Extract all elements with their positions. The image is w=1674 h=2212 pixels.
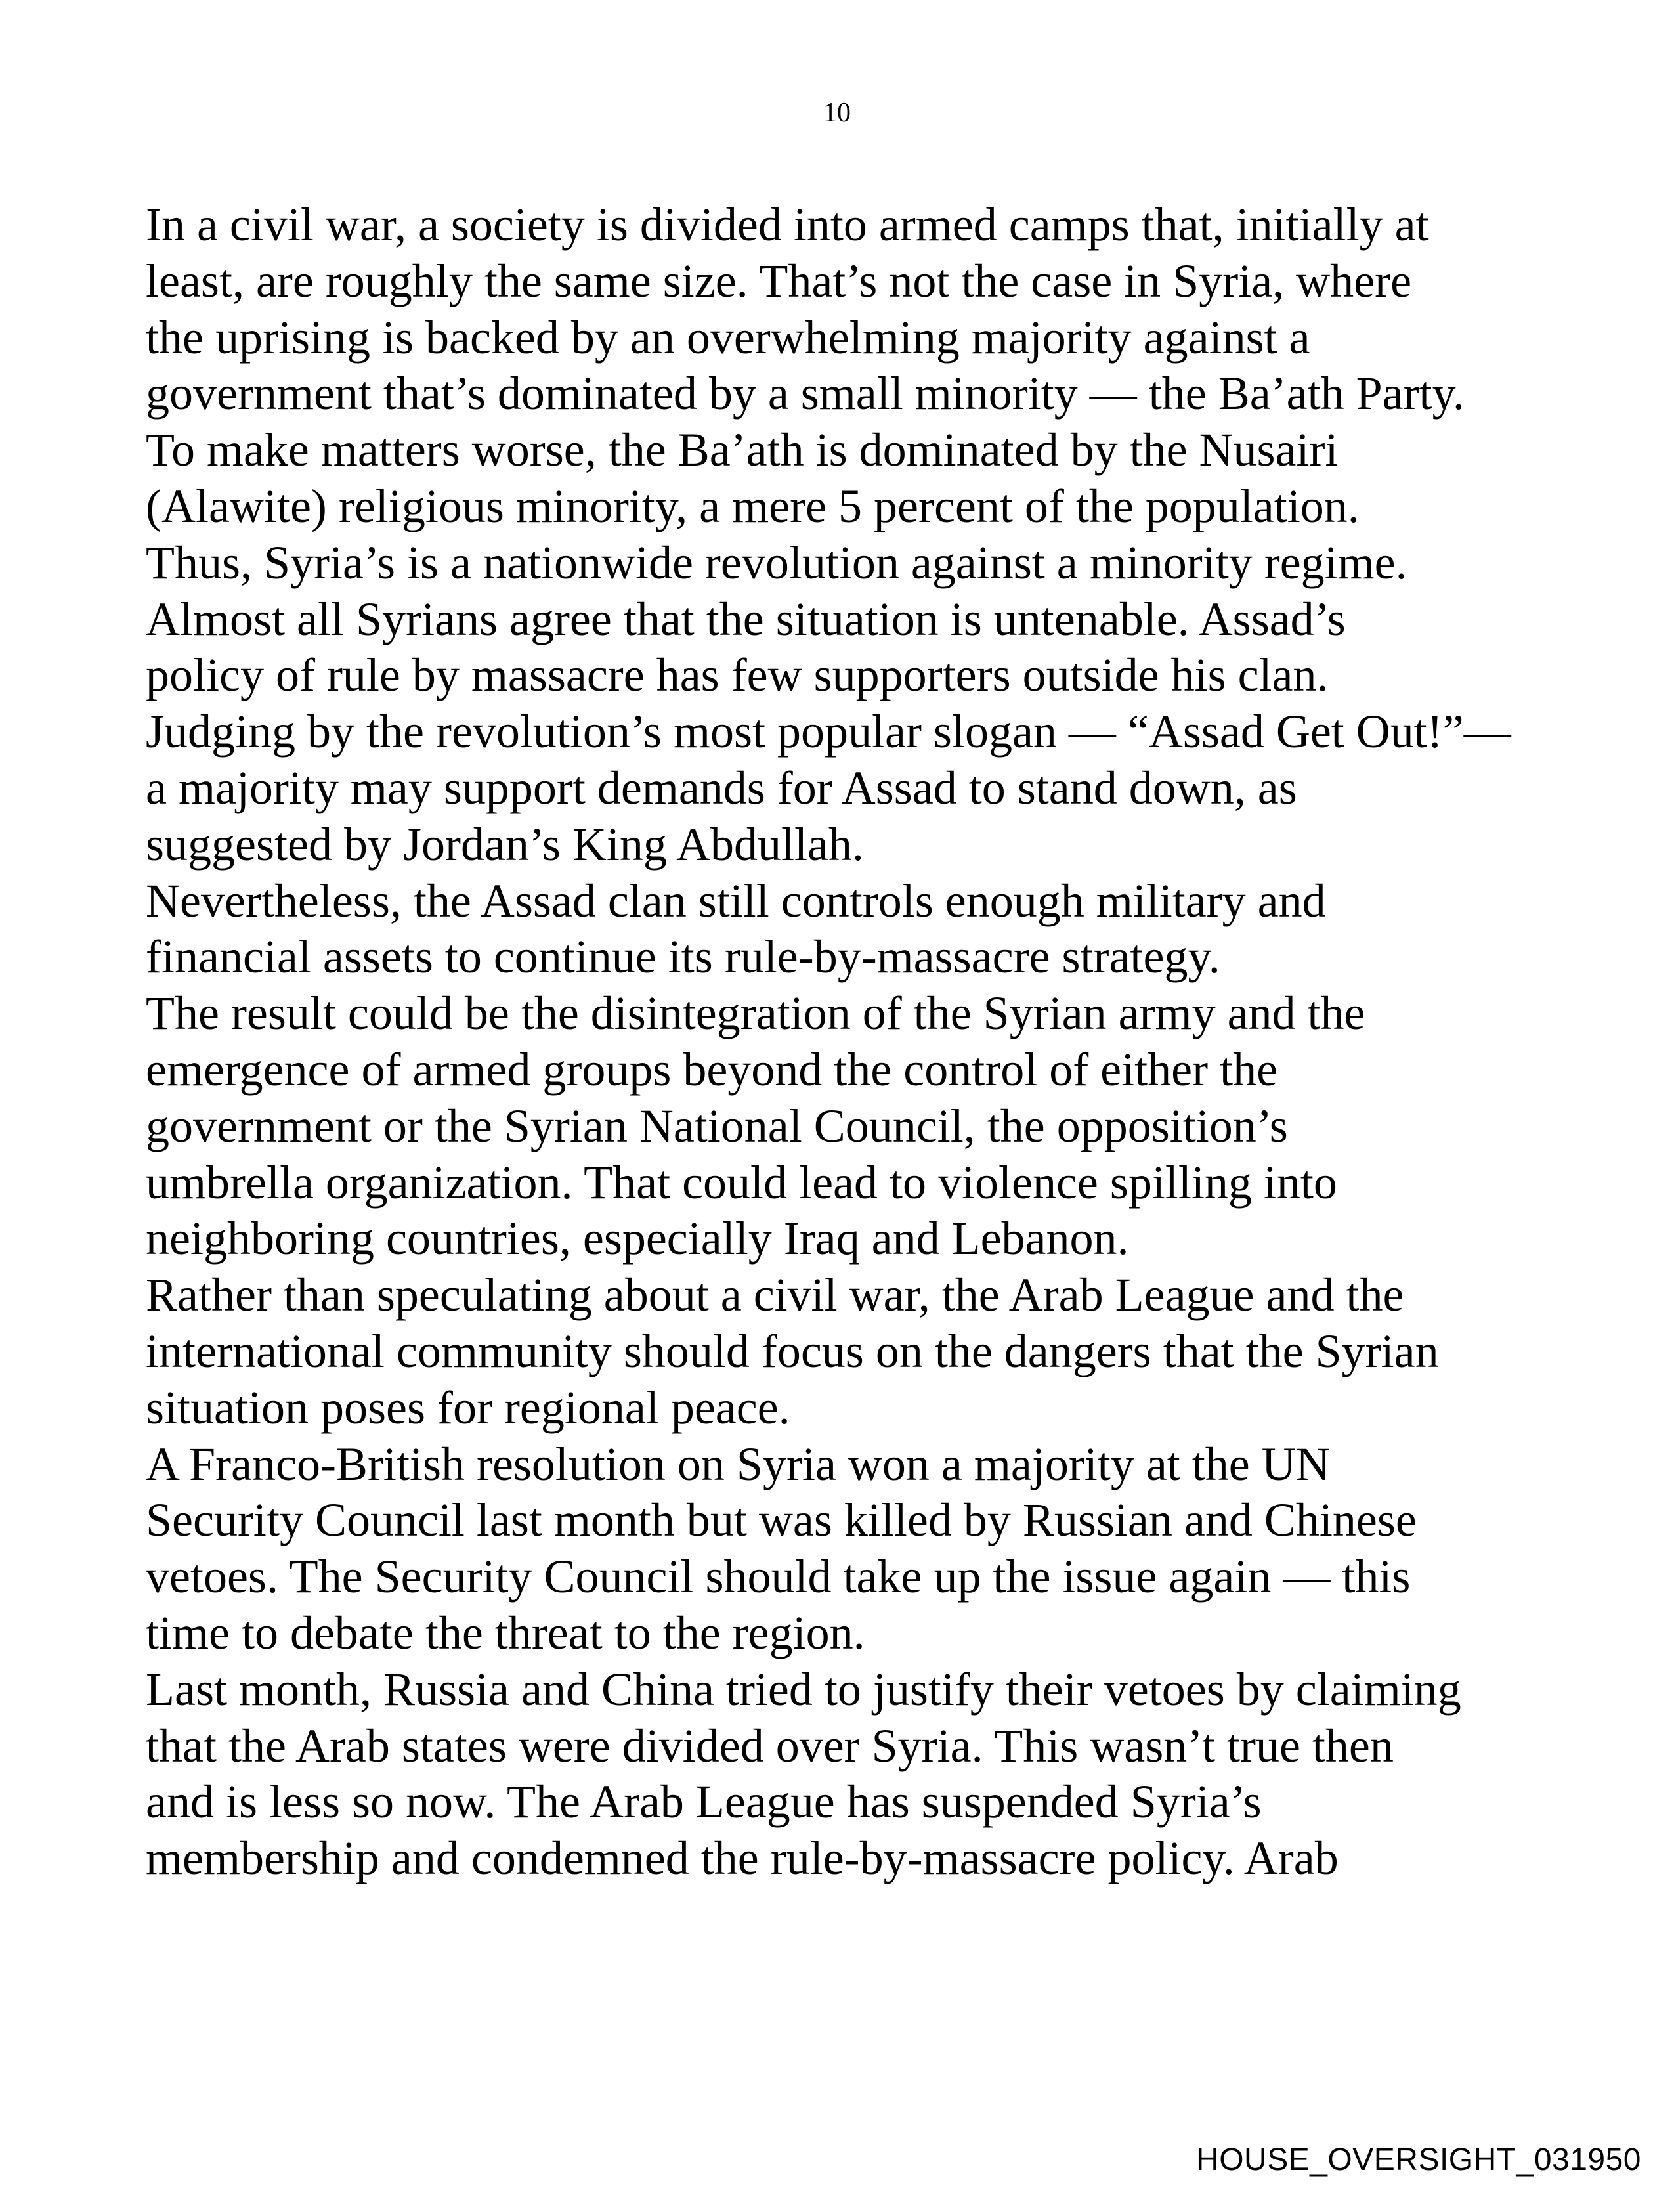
text-line: international community should focus on the dangers that the Syrian [146,1324,1439,1377]
text-line: time to debate the threat to the region. [146,1606,865,1659]
text-line: Nevertheless, the Assad clan still controls enough military and [146,874,1326,927]
text-line: situation poses for regional peace. [146,1381,790,1434]
text-line: financial assets to continue its rule-by-massacre strategy. [146,930,1220,984]
text-line: (Alawite) religious minority, a mere 5 percent of the population. [146,479,1360,532]
text-line: umbrella organization. That could lead to violence spilling into [146,1156,1337,1209]
text-line: government or the Syrian National Council, the opposition’s [146,1099,1288,1152]
text-line: suggested by Jordan’s King Abdullah. [146,817,864,871]
text-line: the uprising is backed by an overwhelming majority against a [146,311,1310,364]
text-line: membership and condemned the rule-by-massacre policy. Arab [146,1832,1339,1885]
text-line: Thus, Syria’s is a nationwide revolution against a minority regime. [146,536,1407,589]
text-line: government that’s dominated by a small minority — the Ba’ath Party. [146,367,1465,420]
text-line: least, are roughly the same size. That’s not the case in Syria, where [146,254,1412,307]
text-line: that the Arab states were divided over Syria. This wasn’t true then [146,1719,1394,1772]
text-line: neighboring countries, especially Iraq and Lebanon. [146,1212,1129,1265]
text-line: policy of rule by massacre has few supporters outside his clan. [146,649,1329,702]
page-number: 10 [823,98,851,128]
body-text [146,197,1623,1887]
text-line: Judging by the revolution’s most popular slogan — “Assad Get Out!”— [146,705,1511,758]
text-line: Rather than speculating about a civil war, the Arab League and the [146,1269,1404,1322]
text-line: a majority may support demands for Assad to stand down, as [146,761,1297,814]
text-line: vetoes. The Security Council should take up the issue again — this [146,1550,1411,1603]
text-line: To make matters worse, the Ba’ath is dominated by the Nusairi [146,423,1339,477]
text-line: Security Council last month but was killed by Russian and Chinese [146,1494,1417,1547]
text-line: The result could be the disintegration of the Syrian army and the [146,987,1365,1040]
text-line: In a civil war, a society is divided into armed camps that, initially at [146,198,1429,251]
text-line: A Franco-British resolution on Syria won a majority at the UN [146,1437,1330,1490]
text-line: Almost all Syrians agree that the situation is untenable. Assad’s [146,592,1346,645]
text-line: emergence of armed groups beyond the control of either the [146,1043,1278,1096]
text-line: Last month, Russia and China tried to justify their vetoes by claiming [146,1662,1461,1716]
text-line: and is less so now. The Arab League has suspended Syria’s [146,1775,1262,1829]
bates-number: HOUSE_OVERSIGHT_031950 [1196,2142,1641,2177]
